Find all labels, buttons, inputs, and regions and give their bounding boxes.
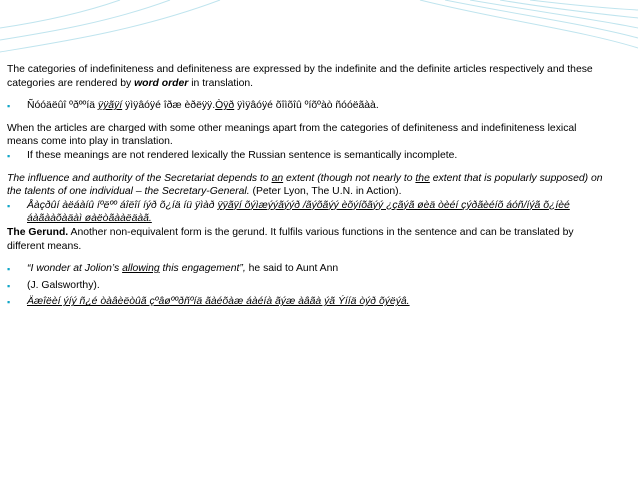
underlined-text: ÿÿãÿí õýìæýýãýýð /ãýõãýý èõýíõãýý ¿çãýã øèä òèéí çýðãèéíõ áóñ/íýã õ¿íèé áàãààõàäàì øàëòãààëäàã. <box>27 199 570 225</box>
text: in translation. <box>188 77 254 89</box>
decorative-corner-lines <box>0 0 638 60</box>
text: he said to Aunt Ann <box>245 263 339 275</box>
text: Ñóóäëûî ºðººíä <box>27 100 98 112</box>
gerund-section <box>7 226 607 253</box>
bullet-icon: ▪ <box>7 264 11 275</box>
text: The categories of indefiniteness and definiteness are expressed by the indefinite and the definite articles respectively and these categories are rendered by <box>7 64 593 89</box>
underlined-text: ÿÿãÿí <box>97 100 123 112</box>
text: The influence and authority of the Secretariat depends to <box>7 172 272 184</box>
text: this engagement”, <box>159 263 246 275</box>
underlined-text: Äæîëèí ýíý ñ¿é òàâèëòûã çºâøººðñºíä ãàéõàæ áàéíà ãýæ àâãà ýã Ýííä òýð õýëýâ. <box>27 296 410 308</box>
underlined-text: allowing <box>122 263 160 275</box>
paragraph-lexical-means: When the articles are charged with some other meanings apart from the categories of definiteness and indefiniteness lexical means come into play in translation. <box>7 122 577 148</box>
text: ÿìÿâóÿé îðæ èðëÿÿ. <box>122 100 216 112</box>
bullet-item <box>7 295 607 309</box>
bullet-item <box>7 99 607 113</box>
bullet-icon: ▪ <box>7 200 11 211</box>
section-label: The Gerund. <box>7 226 69 238</box>
bullet-icon: ▪ <box>7 101 11 112</box>
document-body <box>7 63 607 309</box>
underlined-text: an <box>271 172 284 184</box>
text: “I wonder at Jolion’s <box>27 263 123 275</box>
text: Åàçðûí àëáàíû íºëºº áîëîí íýð õ¿íä íü ÿìàð <box>27 199 218 211</box>
bullet-item <box>7 262 607 276</box>
citation: (Peter Lyon, The U.N. in Action). <box>249 186 402 198</box>
bullet-icon: ▪ <box>7 297 11 308</box>
text: ÿìÿâóÿé õîìõîû ºíõºàò ñóóëãàà. <box>234 100 379 112</box>
bullet-item <box>7 199 607 226</box>
text: If these meanings are not rendered lexically the Russian sentence is semantically incomplete. <box>27 149 458 161</box>
bullet-item <box>7 149 607 163</box>
citation: (J. Galsworthy). <box>27 279 100 291</box>
emphasis-word-order: word order <box>134 77 189 89</box>
text: Another non-equivalent form is the gerund. It fulfils various functions in the sentence and can be translated by different means. <box>7 226 574 252</box>
underlined-text: the <box>415 172 430 184</box>
text: extent (though not nearly to <box>283 172 416 184</box>
bullet-icon: ▪ <box>7 150 11 161</box>
bullet-item <box>7 279 607 293</box>
text: extent that is popularly supposed) on the talents of one individual – the Secretary-General. <box>7 172 603 198</box>
bullet-icon: ▪ <box>7 280 11 291</box>
underlined-text: Òÿð <box>215 100 235 112</box>
paragraph-example-secretariat <box>7 172 607 199</box>
paragraph-articles <box>7 63 607 90</box>
